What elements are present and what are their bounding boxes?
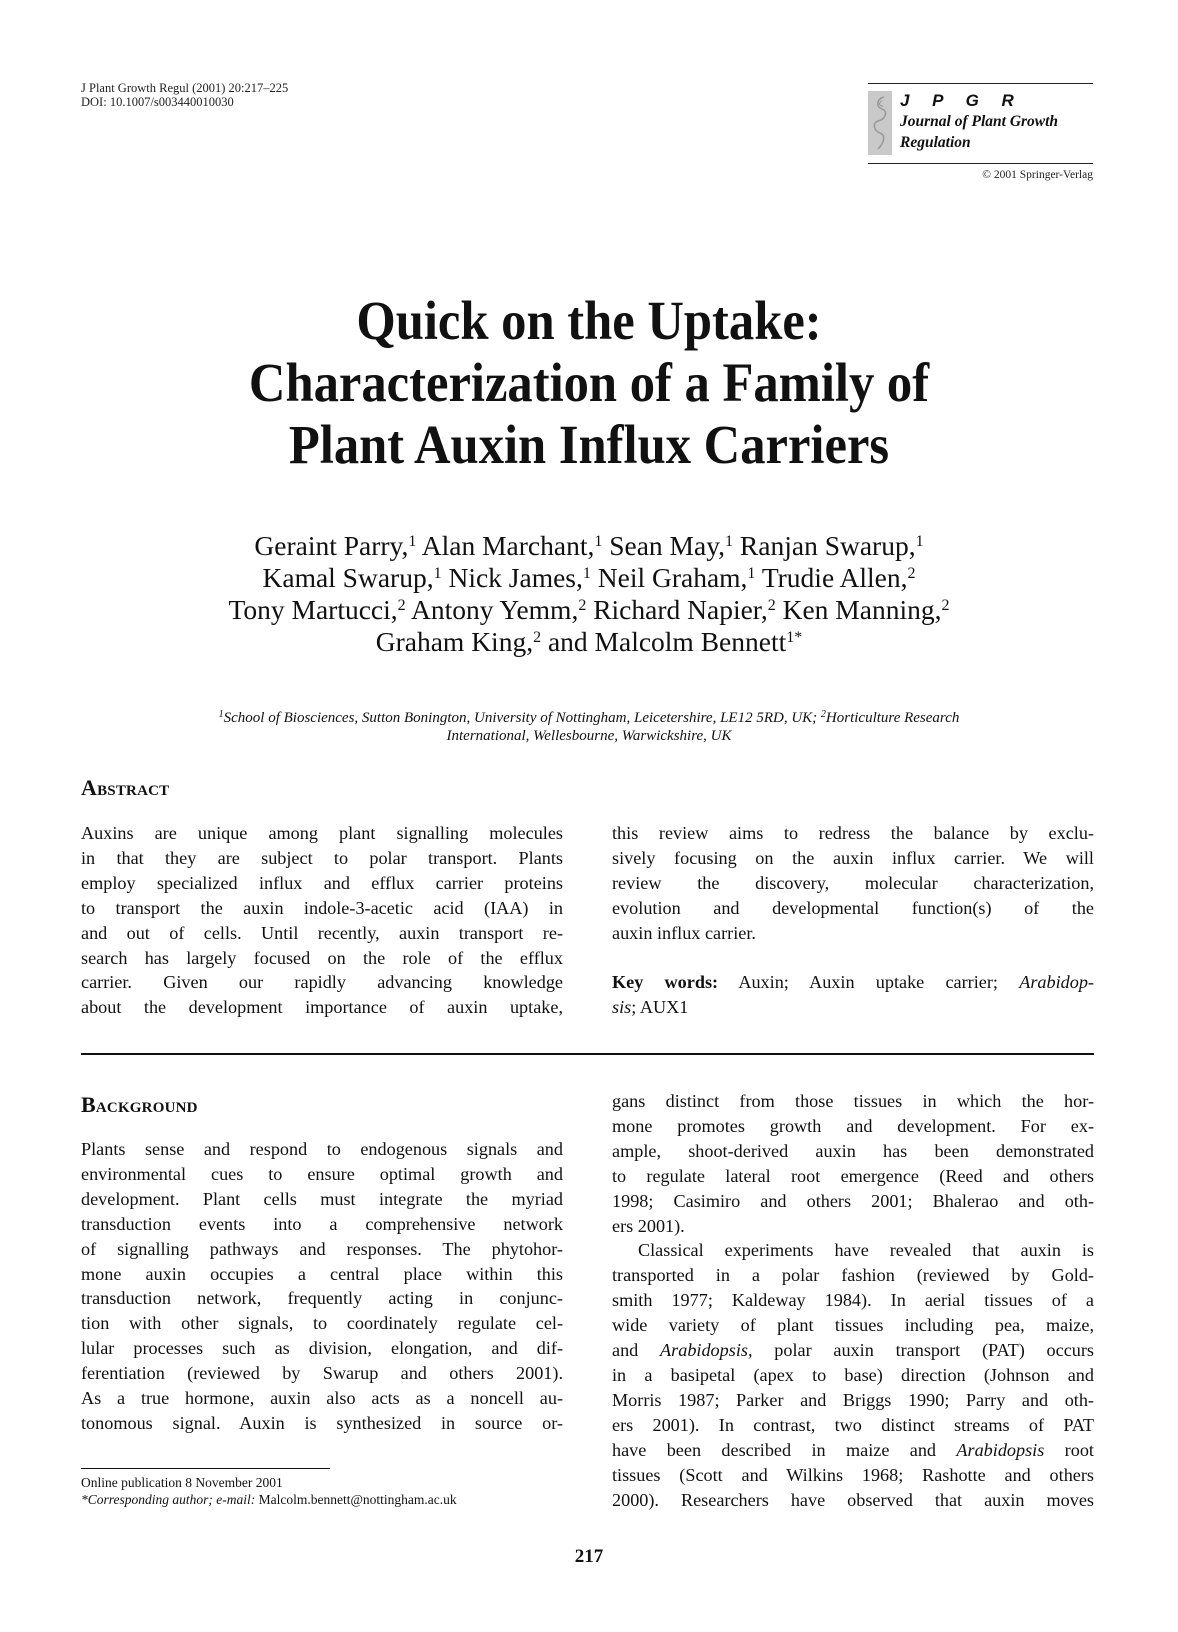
affiliation-line — [100, 709, 1078, 727]
affiliation-2: Horticulture Research — [825, 710, 960, 726]
text-line: ferentiation (reviewed by Swarup and others 2001). — [81, 1363, 563, 1384]
keywords-label: Key words: — [612, 972, 719, 993]
text-line: 1998; Casimiro and others 2001; Bhalerao and oth- — [612, 1190, 1094, 1211]
article-title — [47, 290, 1131, 476]
text-line: of signalling pathways and responses. The phytohor- — [81, 1238, 563, 1259]
text-line — [612, 1338, 1094, 1363]
text-line: to regulate lateral root emergence (Reed and others — [612, 1165, 1094, 1186]
journal-emblem-icon — [868, 91, 892, 155]
author-list — [0, 530, 1178, 658]
citation-line: J Plant Growth Regul (2001) 20:217–225 — [81, 81, 289, 95]
text-line: in a basipetal (apex to base) direction (Johnson and — [612, 1364, 1094, 1385]
species-italic: Arabidopsis, — [660, 1340, 753, 1361]
abstract-text-left — [81, 821, 563, 1020]
keywords-line — [612, 995, 1094, 1020]
text-line: mone promotes growth and development. For ex- — [612, 1115, 1094, 1136]
text-line — [612, 1438, 1094, 1463]
affiliation-mark: 2 — [578, 597, 587, 614]
author-name: Richard Napier, — [593, 594, 768, 625]
text-line: smith 1977; Kaldeway 1984). In aerial tissues of a — [612, 1290, 1094, 1311]
species-italic: Arabidopsis — [956, 1439, 1045, 1460]
text-line: sively focusing on the auxin influx carrier. We will — [612, 847, 1094, 868]
author-line — [0, 562, 1178, 594]
affiliation-mark: 2 — [533, 629, 542, 646]
text-line: Morris 1987; Parker and Briggs 1990; Parry and oth- — [612, 1389, 1094, 1410]
affiliation-mark: 1 — [218, 709, 224, 720]
online-publication-date: Online publication 8 November 2001 — [81, 1475, 283, 1490]
title-line: Quick on the Uptake: — [356, 290, 822, 351]
corresponding-author-mark: 1* — [786, 629, 803, 646]
text-line: Plants sense and respond to endogenous signals and — [81, 1139, 563, 1159]
author-name: Nick James, — [448, 562, 583, 593]
journal-abbreviation: J P G R — [900, 91, 1023, 110]
affiliations — [100, 709, 1078, 745]
text-span: polar auxin transport (PAT) occurs — [752, 1340, 1094, 1361]
text-line: employ specialized influx and efflux carrier proteins — [81, 872, 563, 893]
text-line: ers 2001). In contrast, two distinct streams of PAT — [612, 1414, 1094, 1435]
text-line: this review aims to redress the balance by exclu- — [612, 823, 1094, 843]
journal-name: Journal of Plant Growth — [900, 113, 1059, 130]
author-line — [0, 626, 1178, 658]
author-name: Kamal Swarup, — [262, 562, 434, 593]
keywords-line — [612, 970, 1094, 995]
footnote-rule — [81, 1468, 330, 1469]
text-line: carrier. Given our rapidly advancing knowledge — [81, 972, 563, 993]
affiliation-mark: 2 — [941, 597, 950, 614]
text-line: ample, shoot-derived auxin has been demonstrated — [612, 1140, 1094, 1161]
text-line: transported in a polar fashion (reviewed by Gold- — [612, 1265, 1094, 1286]
journal-name-continued: Regulation — [900, 134, 971, 151]
doi-line: DOI: 10.1007/s003440010030 — [81, 95, 234, 109]
text-line: transduction network, frequently acting in conjunc- — [81, 1288, 563, 1309]
author-name: and Malcolm Bennett — [547, 626, 787, 657]
keyword-italic: sis — [612, 997, 632, 1018]
affiliation-mark: 2 — [767, 597, 776, 614]
author-name: Alan Marchant, — [421, 530, 595, 561]
keywords: Auxin; Auxin uptake carrier; — [718, 972, 1020, 993]
text-line: mone auxin occupies a central place within this — [81, 1263, 563, 1284]
text-line: tissues (Scott and Wilkins 1968; Rashotte and others — [612, 1464, 1094, 1485]
logo-bottom-rule — [868, 163, 1093, 164]
text-line: search has largely focused on the role of the efflux — [81, 947, 563, 968]
author-name: Tony Martucci, — [228, 594, 398, 625]
text-line: development. Plant cells must integrate the myriad — [81, 1188, 563, 1209]
affiliation-mark: 1 — [408, 533, 417, 550]
text-line: gans distinct from those tissues in which the hor- — [612, 1091, 1094, 1111]
text-line: Auxins are unique among plant signalling molecules — [81, 823, 563, 843]
affiliation-mark: 1 — [915, 533, 924, 550]
page-number: 217 — [574, 1546, 604, 1567]
text-line: transduction events into a comprehensive network — [81, 1213, 563, 1234]
title-line: Plant Auxin Influx Carriers — [288, 414, 890, 475]
footnotes — [81, 1474, 457, 1508]
text-span: have been described in maize and — [612, 1439, 957, 1460]
author-name: Trudie Allen, — [761, 562, 908, 593]
keyword-italic: Arabidop- — [1019, 972, 1094, 993]
text-line: tion with other signals, to coordinately regulate cel- — [81, 1313, 563, 1334]
affiliation-mark: 2 — [397, 597, 406, 614]
affiliation-mark: 2 — [907, 565, 916, 582]
affiliation-mark: 1 — [594, 533, 603, 550]
text-line: about the development importance of auxin uptake, — [81, 997, 563, 1018]
journal-logo — [868, 83, 1093, 181]
affiliation-mark: 1 — [725, 533, 734, 550]
author-line — [0, 530, 1178, 562]
corresponding-label: *Corresponding author; e-mail: — [81, 1492, 256, 1507]
text-line: and out of cells. Until recently, auxin transport re- — [81, 922, 563, 943]
text-line: lular processes such as division, elongation, and dif- — [81, 1338, 563, 1359]
author-name: Sean May, — [609, 530, 726, 561]
text-span: and — [612, 1340, 661, 1361]
text-line: auxin influx carrier. — [612, 922, 756, 943]
affiliation-mark: 2 — [820, 709, 826, 720]
author-name: Neil Graham, — [597, 562, 748, 593]
affiliation-mark: 1 — [433, 565, 442, 582]
affiliation-line: International, Wellesbourne, Warwickshire, UK — [446, 728, 732, 744]
text-line: to transport the auxin indole-3-acetic acid (IAA) in — [81, 897, 563, 918]
text-line: environmental cues to ensure optimal growth and — [81, 1163, 563, 1184]
corresponding-author — [81, 1491, 457, 1508]
text-line: wide variety of plant tissues including pea, maize, — [612, 1315, 1094, 1336]
text-line: tonomous signal. Auxin is synthesized in source or- — [81, 1412, 563, 1433]
author-name: Ken Manning, — [782, 594, 942, 625]
author-name: Antony Yemm, — [411, 594, 579, 625]
affiliation-mark: 1 — [747, 565, 756, 582]
affiliation-1: School of Biosciences, Sutton Bonington, University of Nottingham, Leicetershire, LE12 5RD, UK; — [223, 710, 821, 726]
author-name: Ranjan Swarup, — [739, 530, 916, 561]
logo-top-rule — [868, 83, 1093, 84]
author-line — [0, 594, 1178, 626]
background-text-left — [81, 1137, 563, 1436]
text-line: 2000). Researchers have observed that auxin moves — [612, 1489, 1094, 1510]
spacer — [612, 946, 1094, 971]
affiliation-mark: 1 — [582, 565, 591, 582]
background-text-right — [612, 1089, 1094, 1512]
text-line: in that they are subject to polar transport. Plants — [81, 847, 563, 868]
journal-citation — [81, 81, 288, 109]
section-divider — [81, 1053, 1094, 1055]
author-name: Graham King, — [375, 626, 534, 657]
copyright-notice: © 2001 Springer-Verlag — [982, 169, 1093, 181]
text-span: root — [1044, 1439, 1094, 1460]
text-line: review the discovery, molecular characterization, — [612, 872, 1094, 893]
email-link[interactable]: Malcolm.bennett@nottingham.ac.uk — [255, 1492, 457, 1507]
text-line: evolution and developmental function(s) of the — [612, 897, 1094, 918]
abstract-heading: Abstract — [81, 775, 170, 800]
abstract-text-right — [612, 821, 1094, 1020]
author-name: Geraint Parry, — [254, 530, 409, 561]
text-line: ers 2001). — [612, 1215, 685, 1236]
keywords: ; AUX1 — [631, 997, 689, 1018]
text-line: Classical experiments have revealed that auxin is — [638, 1240, 1094, 1261]
text-line: As a true hormone, auxin also acts as a noncell au- — [81, 1388, 563, 1409]
title-line: Characterization of a Family of — [248, 352, 930, 413]
background-heading: Background — [81, 1092, 198, 1117]
